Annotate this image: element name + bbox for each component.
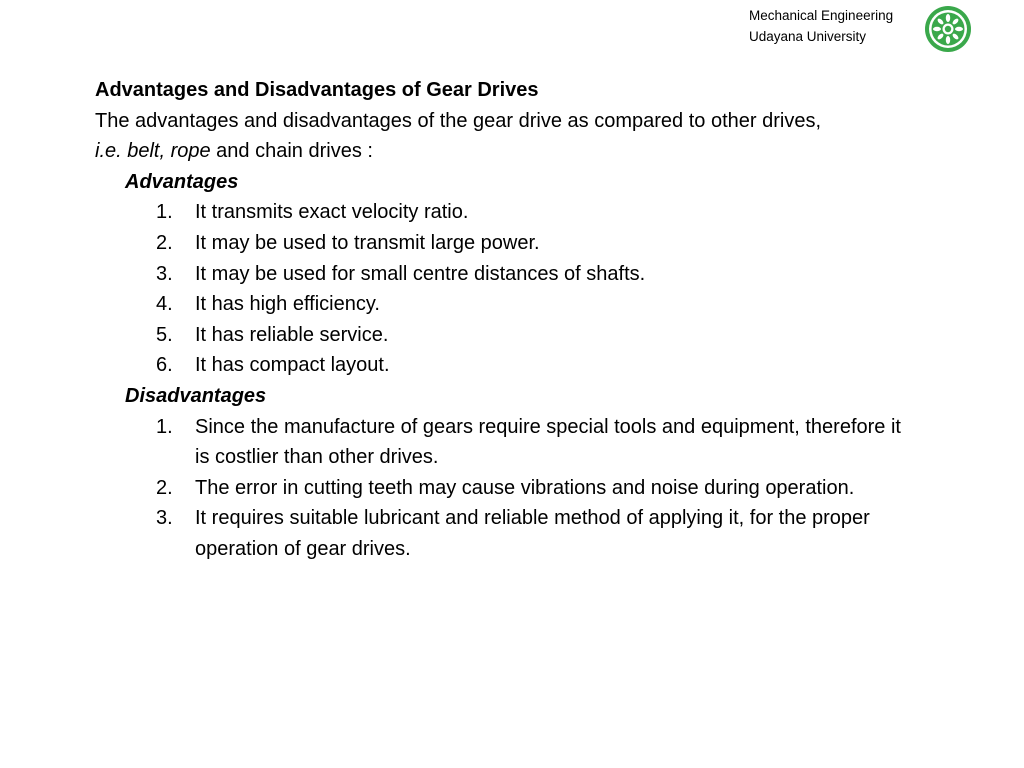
item-text: It may be used for small centre distances of shafts. [195,262,646,285]
item-text: The error in cutting teeth may cause vibrations and noise during operation. [195,476,855,499]
item-text: Since the manufacture of gears require special tools and equipment, therefore it is costlier than other drives. [195,415,901,469]
item-text: It has compact layout. [195,354,390,377]
slide-title: Advantages and Disadvantages of Gear Drives [95,79,539,101]
item-number: 1. [156,201,173,224]
item-text: It requires suitable lubricant and reliable method of applying it, for the proper operation of gear drives. [195,507,870,560]
list-item [95,228,995,259]
item-number: 2. [156,231,173,254]
item-text: It has high efficiency. [195,293,380,316]
list-item [95,350,995,381]
university-label: Udayana University [749,29,867,44]
item-text: It may be used to transmit large power. [195,231,540,254]
item-number: 2. [156,476,173,499]
advantages-heading: Advantages [125,170,239,193]
intro-line: The advantages and disadvantages of the gear drive as compared to other drives, [95,109,822,132]
disadvantages-heading: Disadvantages [125,384,267,407]
intro-rest: and chain drives : [210,140,373,163]
list-item [95,289,995,320]
item-number: 4. [156,293,173,316]
list-item [95,503,995,564]
disadvantages-list [95,412,995,565]
item-text: It has reliable service. [195,323,389,346]
list-item [95,197,995,228]
item-number: 3. [156,262,173,285]
intro-line-2 [95,136,995,167]
university-logo-icon [924,5,972,53]
advantages-list [95,197,995,381]
list-item [95,320,995,351]
slide-content [95,75,995,565]
department-label: Mechanical Engineering [749,8,894,23]
item-number: 3. [156,507,173,530]
slide-header [749,5,924,47]
list-item [95,259,995,290]
list-item [95,412,995,473]
list-item [95,473,995,504]
item-number: 5. [156,323,173,346]
item-number: 1. [156,415,173,438]
item-number: 6. [156,354,173,377]
item-text: It transmits exact velocity ratio. [195,201,469,224]
intro-italic: i.e. belt, rope [95,140,211,163]
